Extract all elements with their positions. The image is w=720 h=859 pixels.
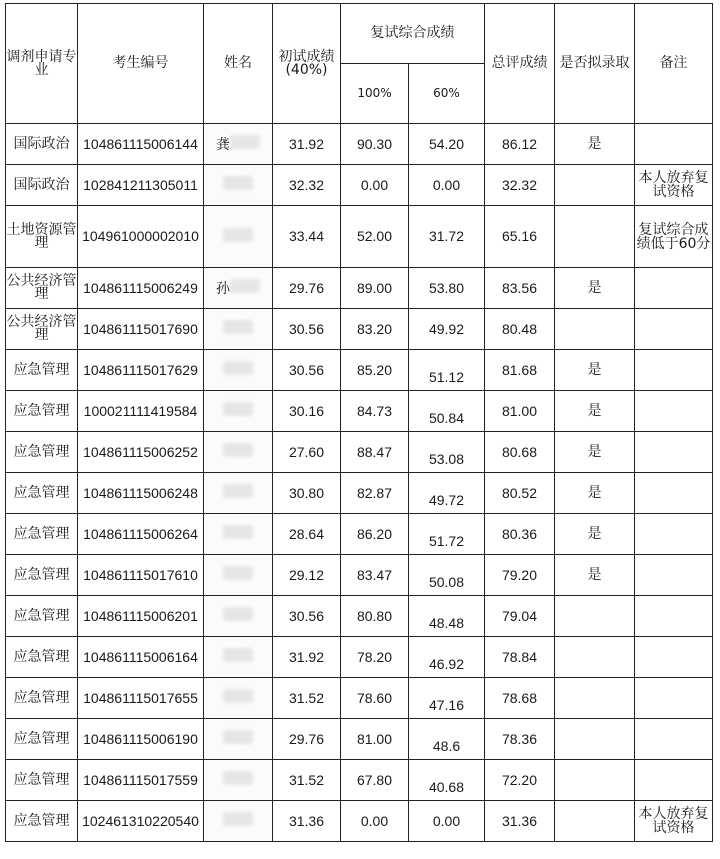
retest-60-cell: 47.16 bbox=[409, 678, 485, 719]
retest-60-cell: 0.00 bbox=[409, 801, 485, 842]
exam-id-cell: 104861115017690 bbox=[78, 309, 204, 350]
remark-cell bbox=[635, 124, 713, 165]
admit-cell: 是 bbox=[555, 432, 635, 473]
retest-100-cell: 78.60 bbox=[341, 678, 409, 719]
table-row bbox=[6, 391, 713, 432]
remark-cell bbox=[635, 309, 713, 350]
retest-60-cell: 50.08 bbox=[409, 555, 485, 596]
redaction-blur bbox=[223, 525, 253, 539]
header-retest-100: 100% bbox=[341, 64, 409, 124]
name-cell bbox=[204, 514, 273, 555]
retest-60-cell: 48.6 bbox=[409, 719, 485, 760]
name-cell bbox=[204, 268, 273, 309]
header-prelim-percent: (40%) bbox=[285, 61, 328, 78]
major-cell: 应急管理 bbox=[6, 350, 78, 391]
name-cell bbox=[204, 350, 273, 391]
table-row bbox=[6, 760, 713, 801]
prelim-score-cell: 31.36 bbox=[273, 801, 341, 842]
major-cell: 应急管理 bbox=[6, 801, 78, 842]
total-score-cell: 86.12 bbox=[485, 124, 555, 165]
major-cell: 应急管理 bbox=[6, 596, 78, 637]
retest-60-cell: 31.72 bbox=[409, 206, 485, 268]
retest-100-cell: 52.00 bbox=[341, 206, 409, 268]
major-cell: 应急管理 bbox=[6, 432, 78, 473]
header-remark: 备注 bbox=[635, 4, 713, 124]
header-name: 姓名 bbox=[204, 4, 273, 124]
header-total: 总评成绩 bbox=[485, 4, 555, 124]
admit-cell bbox=[555, 760, 635, 801]
retest-60-cell: 54.20 bbox=[409, 124, 485, 165]
retest-100-cell: 80.80 bbox=[341, 596, 409, 637]
table-row bbox=[6, 124, 713, 165]
retest-60-cell: 51.72 bbox=[409, 514, 485, 555]
prelim-score-cell: 29.76 bbox=[273, 719, 341, 760]
retest-100-cell: 83.20 bbox=[341, 309, 409, 350]
prelim-score-cell: 31.52 bbox=[273, 678, 341, 719]
total-score-cell: 72.20 bbox=[485, 760, 555, 801]
redaction-blur bbox=[223, 812, 253, 826]
table-row bbox=[6, 473, 713, 514]
retest-100-cell: 78.20 bbox=[341, 637, 409, 678]
retest-100-cell: 86.20 bbox=[341, 514, 409, 555]
prelim-score-cell: 31.92 bbox=[273, 637, 341, 678]
exam-id-cell: 104961000002010 bbox=[78, 206, 204, 268]
major-cell: 应急管理 bbox=[6, 719, 78, 760]
admit-cell bbox=[555, 801, 635, 842]
exam-id-cell: 104861115006164 bbox=[78, 637, 204, 678]
major-cell: 国际政治 bbox=[6, 165, 78, 206]
name-cell bbox=[204, 555, 273, 596]
redaction-blur bbox=[223, 730, 253, 744]
table-row bbox=[6, 432, 713, 473]
total-score-cell: 80.52 bbox=[485, 473, 555, 514]
table-row bbox=[6, 596, 713, 637]
retest-100-cell: 85.20 bbox=[341, 350, 409, 391]
admit-cell bbox=[555, 637, 635, 678]
prelim-score-cell: 31.52 bbox=[273, 760, 341, 801]
remark-cell bbox=[635, 432, 713, 473]
retest-100-cell: 81.00 bbox=[341, 719, 409, 760]
header-retest-60: 60% bbox=[409, 64, 485, 124]
redaction-blur bbox=[223, 320, 253, 334]
prelim-score-cell: 31.92 bbox=[273, 124, 341, 165]
retest-60-cell: 49.72 bbox=[409, 473, 485, 514]
remark-cell bbox=[635, 555, 713, 596]
name-cell bbox=[204, 473, 273, 514]
exam-id-cell: 104861115006190 bbox=[78, 719, 204, 760]
total-score-cell: 81.00 bbox=[485, 391, 555, 432]
exam-id-cell: 104861115006144 bbox=[78, 124, 204, 165]
header-retest: 复试综合成绩 bbox=[341, 4, 485, 64]
retest-60-cell: 49.92 bbox=[409, 309, 485, 350]
retest-100-cell: 83.47 bbox=[341, 555, 409, 596]
remark-cell bbox=[635, 596, 713, 637]
admit-cell bbox=[555, 678, 635, 719]
admit-cell bbox=[555, 165, 635, 206]
remark-cell bbox=[635, 514, 713, 555]
name-cell bbox=[204, 596, 273, 637]
total-score-cell: 80.36 bbox=[485, 514, 555, 555]
major-cell: 应急管理 bbox=[6, 514, 78, 555]
exam-id-cell: 104861115006249 bbox=[78, 268, 204, 309]
prelim-score-cell: 32.32 bbox=[273, 165, 341, 206]
table-row bbox=[6, 206, 713, 268]
redaction-blur bbox=[223, 228, 253, 242]
redaction-blur bbox=[223, 361, 253, 375]
name-cell bbox=[204, 801, 273, 842]
retest-100-cell: 88.47 bbox=[341, 432, 409, 473]
prelim-score-cell: 28.64 bbox=[273, 514, 341, 555]
name-cell bbox=[204, 391, 273, 432]
remark-cell: 本人放弃复试资格 bbox=[635, 165, 713, 206]
prelim-score-cell: 30.56 bbox=[273, 596, 341, 637]
name-cell bbox=[204, 124, 273, 165]
retest-100-cell: 67.80 bbox=[341, 760, 409, 801]
retest-60-cell: 53.08 bbox=[409, 432, 485, 473]
table-row bbox=[6, 801, 713, 842]
redaction-blur bbox=[223, 402, 253, 416]
total-score-cell: 31.36 bbox=[485, 801, 555, 842]
prelim-score-cell: 30.16 bbox=[273, 391, 341, 432]
redaction-blur bbox=[223, 607, 253, 621]
exam-id-cell: 104861115017610 bbox=[78, 555, 204, 596]
table-row bbox=[6, 555, 713, 596]
header-admit: 是否拟录取 bbox=[555, 4, 635, 124]
admit-cell: 是 bbox=[555, 391, 635, 432]
exam-id-cell: 100021111419584 bbox=[78, 391, 204, 432]
retest-60-cell: 51.12 bbox=[409, 350, 485, 391]
retest-60-cell: 53.80 bbox=[409, 268, 485, 309]
prelim-score-cell: 30.56 bbox=[273, 309, 341, 350]
admission-results-table bbox=[5, 3, 713, 842]
remark-cell bbox=[635, 760, 713, 801]
header-major: 调剂申请专业 bbox=[6, 4, 78, 124]
retest-100-cell: 84.73 bbox=[341, 391, 409, 432]
total-score-cell: 81.68 bbox=[485, 350, 555, 391]
retest-100-cell: 0.00 bbox=[341, 801, 409, 842]
major-cell: 应急管理 bbox=[6, 637, 78, 678]
prelim-score-cell: 29.76 bbox=[273, 268, 341, 309]
header-exam-id: 考生编号 bbox=[78, 4, 204, 124]
name-cell bbox=[204, 637, 273, 678]
admit-cell: 是 bbox=[555, 124, 635, 165]
table-row bbox=[6, 309, 713, 350]
total-score-cell: 83.56 bbox=[485, 268, 555, 309]
retest-60-cell: 50.84 bbox=[409, 391, 485, 432]
name-cell bbox=[204, 719, 273, 760]
redaction-blur bbox=[223, 689, 253, 703]
header-prelim bbox=[273, 4, 341, 124]
major-cell: 应急管理 bbox=[6, 391, 78, 432]
exam-id-cell: 104861115006248 bbox=[78, 473, 204, 514]
remark-cell bbox=[635, 719, 713, 760]
total-score-cell: 80.68 bbox=[485, 432, 555, 473]
table-row bbox=[6, 678, 713, 719]
major-cell: 公共经济管理 bbox=[6, 309, 78, 350]
remark-cell bbox=[635, 637, 713, 678]
total-score-cell: 79.20 bbox=[485, 555, 555, 596]
total-score-cell: 79.04 bbox=[485, 596, 555, 637]
retest-100-cell: 90.30 bbox=[341, 124, 409, 165]
retest-60-cell: 40.68 bbox=[409, 760, 485, 801]
admit-cell: 是 bbox=[555, 514, 635, 555]
table-row bbox=[6, 268, 713, 309]
retest-100-cell: 89.00 bbox=[341, 268, 409, 309]
name-cell bbox=[204, 309, 273, 350]
redaction-blur bbox=[223, 771, 253, 785]
name-cell bbox=[204, 760, 273, 801]
table-row bbox=[6, 165, 713, 206]
redaction-blur bbox=[223, 648, 253, 662]
remark-cell: 复试综合成绩低于60分 bbox=[635, 206, 713, 268]
name-cell bbox=[204, 678, 273, 719]
table-body bbox=[6, 124, 713, 842]
total-score-cell: 78.68 bbox=[485, 678, 555, 719]
remark-cell: 本人放弃复试资格 bbox=[635, 801, 713, 842]
name-cell bbox=[204, 432, 273, 473]
retest-100-cell: 0.00 bbox=[341, 165, 409, 206]
redaction-blur bbox=[230, 279, 260, 293]
exam-id-cell: 102461310220540 bbox=[78, 801, 204, 842]
total-score-cell: 78.36 bbox=[485, 719, 555, 760]
major-cell: 应急管理 bbox=[6, 678, 78, 719]
name-cell bbox=[204, 165, 273, 206]
total-score-cell: 80.48 bbox=[485, 309, 555, 350]
remark-cell bbox=[635, 350, 713, 391]
exam-id-cell: 104861115017629 bbox=[78, 350, 204, 391]
admit-cell bbox=[555, 309, 635, 350]
major-cell: 土地资源管理 bbox=[6, 206, 78, 268]
remark-cell bbox=[635, 473, 713, 514]
redaction-blur bbox=[223, 443, 253, 457]
admit-cell bbox=[555, 719, 635, 760]
admit-cell bbox=[555, 206, 635, 268]
major-cell: 国际政治 bbox=[6, 124, 78, 165]
retest-60-cell: 0.00 bbox=[409, 165, 485, 206]
redaction-blur bbox=[223, 566, 253, 580]
exam-id-cell: 102841211305011 bbox=[78, 165, 204, 206]
admit-cell: 是 bbox=[555, 555, 635, 596]
redaction-blur bbox=[230, 135, 260, 149]
major-cell: 应急管理 bbox=[6, 473, 78, 514]
table-row bbox=[6, 350, 713, 391]
prelim-score-cell: 30.80 bbox=[273, 473, 341, 514]
name-cell bbox=[204, 206, 273, 268]
name-text: 龚 bbox=[216, 137, 230, 153]
name-text: 孙 bbox=[216, 281, 230, 297]
header-prelim-label: 初试成绩 bbox=[278, 48, 335, 65]
exam-id-cell: 104861115006264 bbox=[78, 514, 204, 555]
exam-id-cell: 104861115017655 bbox=[78, 678, 204, 719]
table-row bbox=[6, 719, 713, 760]
total-score-cell: 65.16 bbox=[485, 206, 555, 268]
remark-cell bbox=[635, 268, 713, 309]
remark-cell bbox=[635, 391, 713, 432]
admit-cell: 是 bbox=[555, 268, 635, 309]
total-score-cell: 78.84 bbox=[485, 637, 555, 678]
total-score-cell: 32.32 bbox=[485, 165, 555, 206]
admit-cell: 是 bbox=[555, 473, 635, 514]
exam-id-cell: 104861115006201 bbox=[78, 596, 204, 637]
exam-id-cell: 104861115006252 bbox=[78, 432, 204, 473]
major-cell: 应急管理 bbox=[6, 555, 78, 596]
prelim-score-cell: 27.60 bbox=[273, 432, 341, 473]
retest-60-cell: 46.92 bbox=[409, 637, 485, 678]
redaction-blur bbox=[223, 484, 253, 498]
redaction-blur bbox=[223, 176, 253, 190]
retest-60-cell: 48.48 bbox=[409, 596, 485, 637]
prelim-score-cell: 29.12 bbox=[273, 555, 341, 596]
prelim-score-cell: 30.56 bbox=[273, 350, 341, 391]
prelim-score-cell: 33.44 bbox=[273, 206, 341, 268]
major-cell: 公共经济管理 bbox=[6, 268, 78, 309]
admit-cell bbox=[555, 596, 635, 637]
table-row bbox=[6, 514, 713, 555]
retest-100-cell: 82.87 bbox=[341, 473, 409, 514]
major-cell: 应急管理 bbox=[6, 760, 78, 801]
table-row bbox=[6, 637, 713, 678]
exam-id-cell: 104861115017559 bbox=[78, 760, 204, 801]
remark-cell bbox=[635, 678, 713, 719]
admit-cell: 是 bbox=[555, 350, 635, 391]
